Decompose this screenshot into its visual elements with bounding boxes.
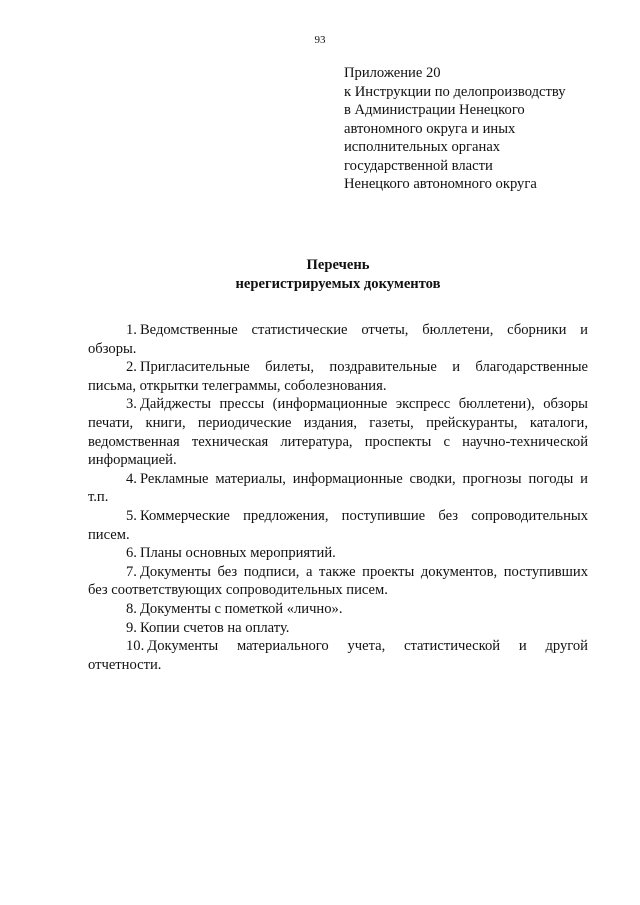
appendix-block [344, 64, 604, 194]
appendix-line: к Инструкции по делопроизводству [344, 83, 566, 100]
page-number: 93 [314, 34, 326, 46]
item-text: Документы материального учета, статистической и другой отчетности. [88, 638, 588, 673]
item-text: Копии счетов на оплату. [139, 619, 290, 636]
appendix-line: Ненецкого автономного округа [344, 176, 537, 192]
item-text: Рекламные материалы, информационные сводки, прогнозы погоды и т.п. [88, 470, 588, 506]
appendix-line: исполнительных органах [344, 139, 501, 155]
appendix-line: государственной власти [344, 157, 493, 174]
item-text: Планы основных мероприятий. [139, 545, 336, 562]
item-number: 1. [126, 322, 137, 338]
item-number: 10. [126, 638, 145, 655]
appendix-line: автономного округа и иных [344, 120, 516, 137]
item-number: 6. [126, 545, 137, 562]
list-item [88, 470, 588, 507]
list-item [88, 563, 588, 600]
item-number: 2. [126, 359, 137, 376]
list-item [88, 600, 588, 619]
item-number: 3. [126, 396, 137, 413]
item-text: Документы с пометкой «лично». [139, 600, 343, 617]
list-item [88, 507, 588, 544]
list-item [88, 358, 588, 395]
item-number: 8. [126, 600, 137, 617]
appendix-line: Приложение 20 [344, 65, 441, 81]
appendix-line: в Администрации Ненецкого [344, 102, 525, 118]
document-list [88, 321, 588, 674]
document-title [0, 256, 640, 294]
title-line: нерегистрируемых документов [235, 276, 441, 292]
list-item [88, 321, 588, 358]
item-number: 5. [126, 507, 137, 524]
item-text: Коммерческие предложения, поступившие без сопроводительных писем. [88, 507, 588, 543]
item-number: 7. [126, 563, 137, 580]
title-line: Перечень [306, 257, 370, 273]
item-text: Ведомственные статистические отчеты, бюллетени, сборники и обзоры. [88, 322, 588, 357]
item-number: 9. [126, 619, 137, 636]
item-number: 4. [126, 470, 137, 487]
list-item [88, 544, 588, 563]
item-text: Пригласительные билеты, поздравительные и благодарственные письма, открытки телеграммы, соболезнования. [88, 359, 588, 394]
item-text: Дайджесты прессы (информационные экспресс бюллетени), обзоры печати, книги, периодические издания, газеты, прейскуранты, каталоги, ведомственная техническая литература, проспекты с научно-технической информацией. [88, 396, 588, 469]
list-item [88, 395, 588, 469]
item-text: Документы без подписи, а также проекты документов, поступивших без соответствующих сопроводительных писем. [88, 563, 588, 599]
list-item [88, 637, 588, 674]
list-item [88, 619, 588, 638]
